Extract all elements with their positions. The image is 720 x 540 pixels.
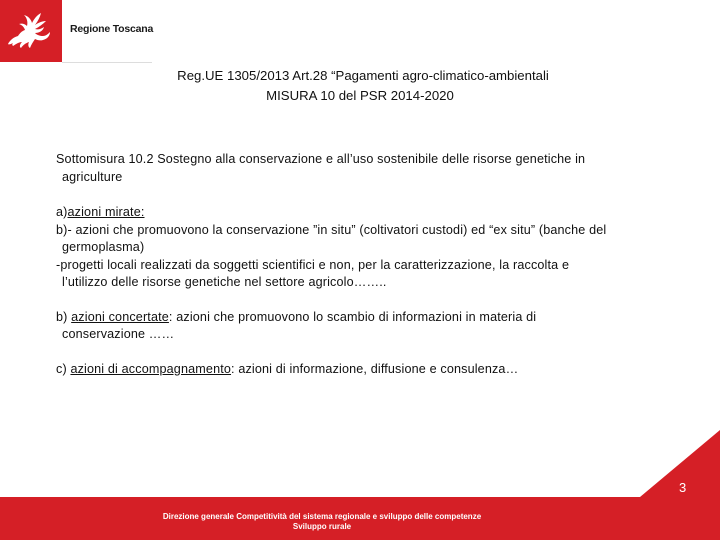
footer-line-2: Sviluppo rurale xyxy=(292,522,352,531)
org-name: Regione Toscana xyxy=(70,23,154,35)
sottomisura-line-2: agriculture xyxy=(62,169,123,184)
item-c-prefix: c) xyxy=(56,361,71,376)
header-divider xyxy=(62,62,152,63)
page-number: 3 xyxy=(679,480,687,495)
item-b2-line-2: l’utilizzo delle risorse genetiche nel settore agricolo…….. xyxy=(62,275,387,289)
item-c-label: azioni di accompagnamento xyxy=(70,361,232,376)
item-bc-text: : azioni che promuovono lo scambio di informazioni in materia di xyxy=(168,309,537,324)
item-bc-prefix: b) xyxy=(56,309,72,324)
footer-text xyxy=(0,512,644,532)
footer-line-1: Direzione generale Competitività del sistema regionale e sviluppo delle competenze xyxy=(162,512,482,521)
item-a-prefix: a) xyxy=(56,205,68,219)
regione-toscana-logo xyxy=(0,0,62,62)
item-b1-line-1: b)- azioni che promuovono la conservazione ”in situ” (coltivatori custodi) ed “ex situ” (banche del xyxy=(56,222,607,237)
title-line-2: MISURA 10 del PSR 2014-2020 xyxy=(266,88,454,103)
item-a xyxy=(56,204,696,222)
item-bc-line-2: conservazione …… xyxy=(62,327,175,341)
slide-content xyxy=(56,151,696,378)
pegasus-icon xyxy=(0,0,62,62)
slide-title xyxy=(0,66,720,106)
item-c xyxy=(56,361,696,379)
item-b1-line-2: germoplasma) xyxy=(62,240,145,254)
item-b2-line-1: -progetti locali realizzati da soggetti scientifici e non, per la caratterizzazione, la raccolta e xyxy=(56,257,570,272)
title-line-1: Reg.UE 1305/2013 Art.28 “Pagamenti agro-climatico-ambientali xyxy=(177,68,549,83)
item-c-text: : azioni di informazione, diffusione e consulenza… xyxy=(231,361,519,376)
item-a-label: azioni mirate: xyxy=(67,205,145,219)
sottomisura-line-1: Sottomisura 10.2 Sostegno alla conservazione e all’uso sostenibile delle risorse genetiche in xyxy=(56,152,586,166)
item-bc-label: azioni concertate xyxy=(71,309,169,324)
item-bc xyxy=(56,309,696,327)
